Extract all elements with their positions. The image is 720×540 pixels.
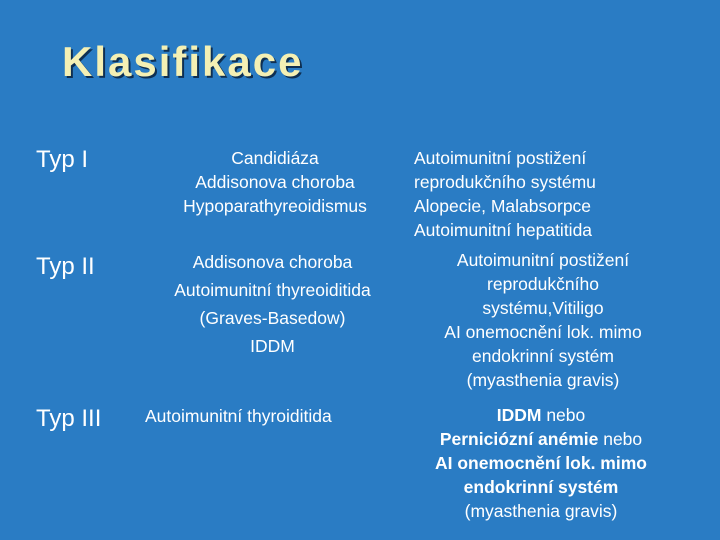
cell-line: Autoimunitní thyreoiditida <box>174 280 371 300</box>
cell-line: endokrinní systém <box>463 477 619 497</box>
row1-col2 <box>145 146 405 218</box>
cell-line: Hypoparathyreoidismus <box>183 196 367 216</box>
row-type-label: Typ III <box>36 405 102 432</box>
cell-line: Candidiáza <box>231 148 319 168</box>
cell-line: (myasthenia gravis) <box>464 501 618 521</box>
cell-line: reprodukčního systému <box>414 172 596 192</box>
cell-line: reprodukčního <box>487 274 599 294</box>
cell-line: AI onemocnění lok. mimo <box>435 453 647 473</box>
row1-col3 <box>414 146 704 242</box>
cell-line: Addisonova choroba <box>195 172 355 192</box>
row3-col2 <box>145 404 410 428</box>
cell-line <box>396 427 686 451</box>
pernicious-anemia-term: Perniciózní anémie <box>439 429 599 449</box>
connector-word: nebo <box>541 405 586 425</box>
row3-col3 <box>396 403 686 523</box>
cell-line: Autoimunitní postižení <box>414 148 587 168</box>
cell-line: Autoimunitní hepatitida <box>414 220 593 240</box>
row-type-label: Typ II <box>36 253 95 280</box>
cell-line: Addisonova choroba <box>192 252 353 272</box>
cell-line: Autoimunitní thyroiditida <box>145 406 332 426</box>
cell-line: IDDM <box>250 336 295 356</box>
cell-line: AI onemocnění lok. mimo <box>444 322 642 342</box>
row-type-label: Typ I <box>36 146 89 173</box>
row2-col3 <box>398 248 688 392</box>
iddm-term: IDDM <box>496 405 542 425</box>
cell-line: (myasthenia gravis) <box>466 370 620 390</box>
cell-line: (Graves-Basedow) <box>199 308 346 328</box>
row2-col2 <box>140 248 405 360</box>
cell-line: Autoimunitní postižení <box>456 250 630 270</box>
cell-line: systému,Vitiligo <box>482 298 604 318</box>
cell-line <box>396 403 686 427</box>
cell-line: endokrinní systém <box>471 346 614 366</box>
cell-line: Alopecie, Malabsorpce <box>414 196 592 216</box>
connector-word: nebo <box>598 429 643 449</box>
slide-title: Klasifikace <box>62 38 304 85</box>
